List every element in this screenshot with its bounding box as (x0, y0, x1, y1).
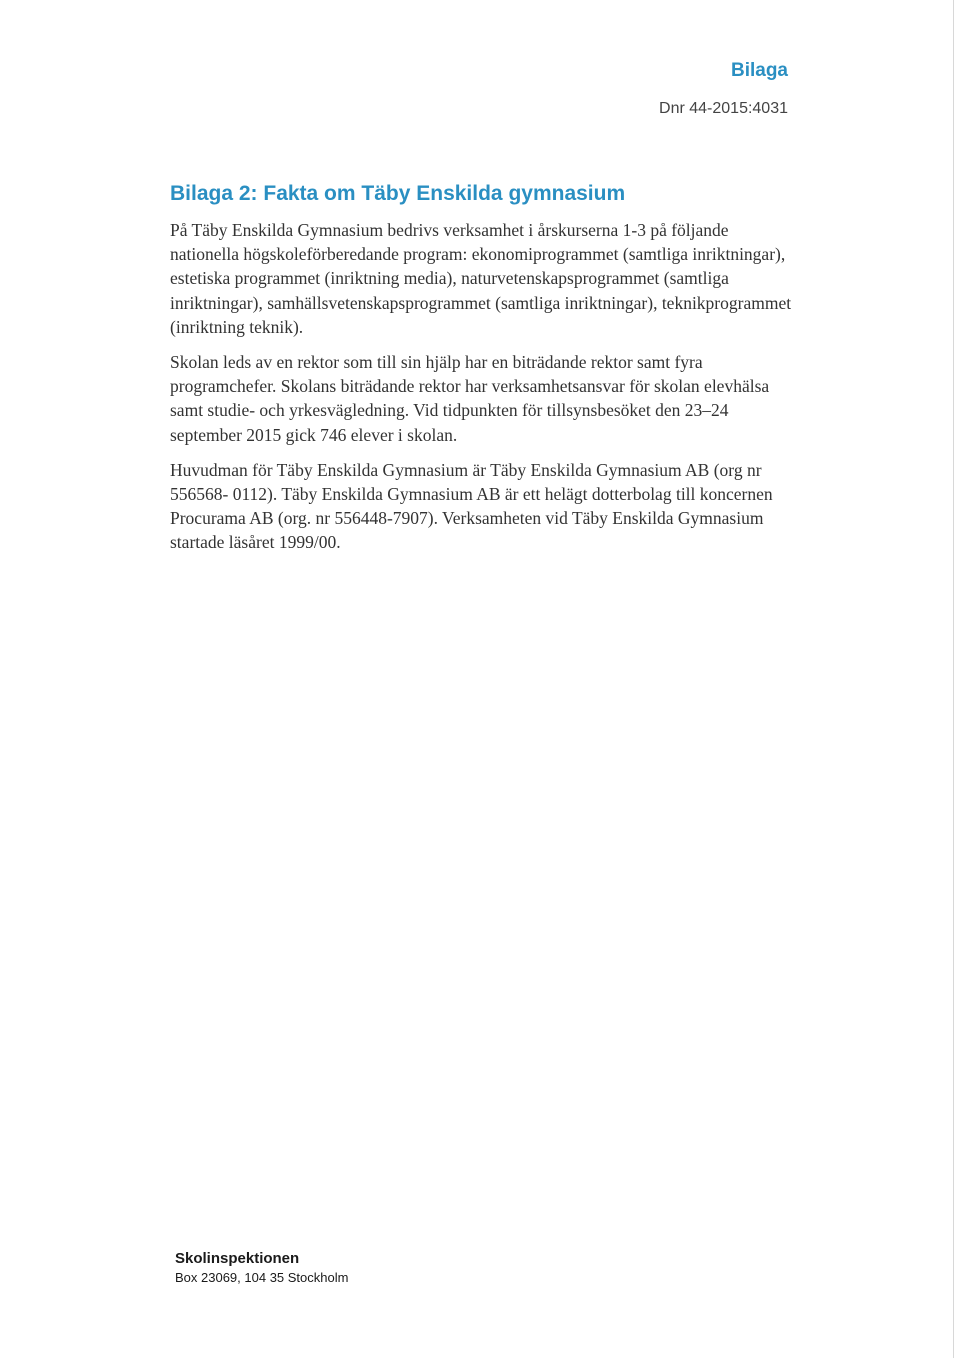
document-body (170, 218, 795, 566)
paragraph-leadership: Skolan leds av en rektor som till sin hjälp har en biträdande rektor samt fyra programchefer. Skolans biträdande rektor har verksamhetsansvar för skolan elevhälsa samt studie- och yrkesvägledning. Vid tidpunkten för tillsynsbesöket den 23–24 september 2015 gick 746 elever i skolan. (170, 352, 770, 445)
document-title: Bilaga 2: Fakta om Täby Enskilda gymnasium (170, 182, 626, 205)
footer-address: Box 23069, 104 35 Stockholm (175, 1270, 349, 1285)
page-edge (953, 0, 954, 1358)
footer (175, 1249, 348, 1286)
paragraph-owner: Huvudman för Täby Enskilda Gymnasium är Täby Enskilda Gymnasium AB (org nr 556568- 0112). Täby Enskilda Gymnasium AB är ett helägt dotterbolag till koncernen Procurama AB (org. nr 556448-7907). Verksamheten vid Täby Enskilda Gymnasium startade läsåret 1999/00. (170, 459, 773, 553)
appendix-label: Bilaga (730, 60, 788, 81)
document-number: Dnr 44-2015:4031 (659, 100, 788, 117)
paragraph-programs: På Täby Enskilda Gymnasium bedrivs verksamhet i årskurserna 1-3 på följande nationella högskoleförberedande program: ekonomiprogrammet (samtliga inriktningar), estetiska programmet (inriktning media), naturvetenskapsprogrammet (samtliga inriktningar), samhällsvetenskapsprogrammet (samtliga inriktningar), teknikprogrammet (inriktning teknik). (170, 220, 792, 337)
footer-organization: Skolinspektionen (175, 1250, 300, 1267)
